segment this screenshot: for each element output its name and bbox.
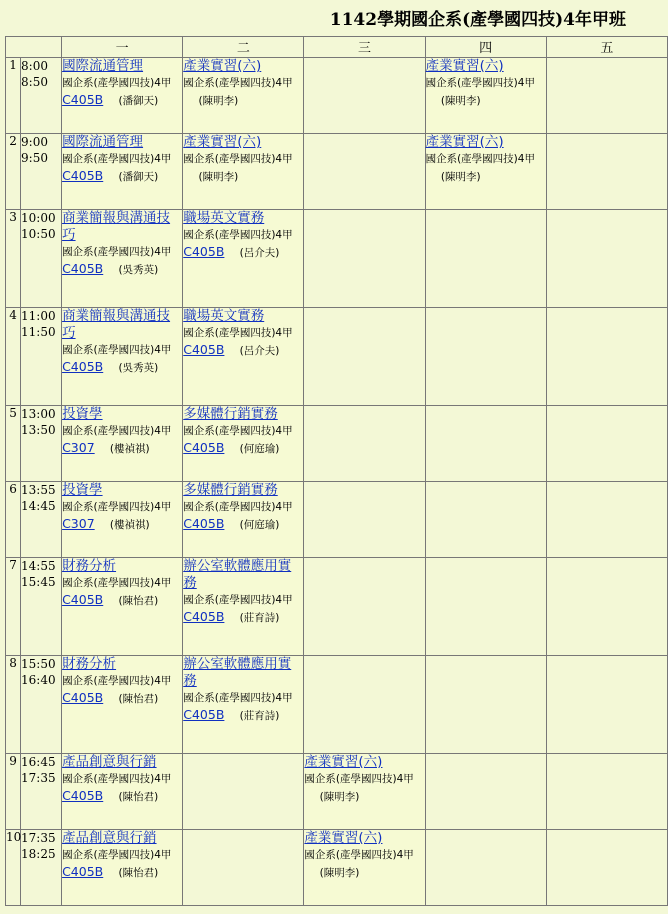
- empty-slot: [425, 830, 546, 906]
- end-time: 16:40: [21, 673, 56, 687]
- course-dept: 國企系(產學國四技)4甲: [62, 153, 172, 165]
- timetable: [5, 36, 668, 906]
- period-time: [21, 58, 62, 134]
- empty-slot: [546, 58, 667, 134]
- room-link[interactable]: C405B: [62, 92, 104, 107]
- teacher-name: (陳明李): [440, 171, 481, 183]
- course-link[interactable]: 辦公室軟體應用實務: [183, 558, 292, 591]
- course-dept: 國企系(產學國四技)4甲: [62, 246, 172, 258]
- course-slot: [183, 482, 304, 558]
- period-row: [6, 656, 668, 754]
- course-link[interactable]: 職場英文實務: [183, 210, 265, 226]
- course-dept: 國企系(產學國四技)4甲: [183, 153, 293, 165]
- teacher-name: (陳明李): [319, 791, 360, 803]
- teacher-name: (吳秀英): [118, 362, 159, 374]
- period-row: [6, 58, 668, 134]
- period-time: [21, 210, 62, 308]
- teacher-name: (何庭瑜): [239, 443, 280, 455]
- end-time: 15:45: [21, 575, 56, 589]
- course-link[interactable]: 辦公室軟體應用實務: [183, 656, 292, 689]
- teacher-name: (潘御天): [118, 95, 159, 107]
- course-slot: [62, 210, 183, 308]
- start-time: 15:50: [21, 657, 56, 671]
- period-time: [21, 308, 62, 406]
- course-dept: 國企系(產學國四技)4甲: [62, 773, 172, 785]
- empty-slot: [546, 308, 667, 406]
- room-link[interactable]: C405B: [183, 342, 225, 357]
- room-link[interactable]: C307: [62, 516, 95, 531]
- day-header: 四: [425, 37, 546, 58]
- course-link[interactable]: 產業實習(六): [183, 58, 262, 74]
- course-dept: 國企系(產學國四技)4甲: [62, 675, 172, 687]
- course-slot: [62, 656, 183, 754]
- teacher-name: (樓禎祺): [109, 443, 150, 455]
- teacher-name: (陳明李): [440, 95, 481, 107]
- period-number: 5: [6, 406, 21, 482]
- period-row: [6, 134, 668, 210]
- course-dept: 國企系(產學國四技)4甲: [425, 153, 535, 165]
- course-slot: [425, 58, 546, 134]
- period-number: 6: [6, 482, 21, 558]
- room-link[interactable]: C405B: [183, 244, 225, 259]
- teacher-name: (陳怡君): [118, 791, 159, 803]
- period-time: [21, 558, 62, 656]
- empty-slot: [546, 558, 667, 656]
- empty-slot: [425, 754, 546, 830]
- course-dept: 國企系(產學國四技)4甲: [304, 773, 414, 785]
- period-number: 9: [6, 754, 21, 830]
- course-dept: 國企系(產學國四技)4甲: [183, 594, 293, 606]
- teacher-name: (陳怡君): [118, 867, 159, 879]
- course-dept: 國企系(產學國四技)4甲: [183, 229, 293, 241]
- empty-slot: [304, 406, 425, 482]
- teacher-name: (莊育詩): [239, 710, 280, 722]
- empty-slot: [546, 656, 667, 754]
- empty-slot: [425, 656, 546, 754]
- teacher-name: (呂介夫): [239, 247, 280, 259]
- empty-slot: [546, 210, 667, 308]
- course-link[interactable]: 多媒體行銷實務: [183, 482, 278, 498]
- end-time: 14:45: [21, 499, 56, 513]
- empty-slot: [546, 482, 667, 558]
- start-time: 8:00: [21, 59, 48, 73]
- period-row: [6, 406, 668, 482]
- period-time: [21, 134, 62, 210]
- course-dept: 國企系(產學國四技)4甲: [62, 425, 172, 437]
- room-link[interactable]: C405B: [62, 788, 104, 803]
- period-row: [6, 558, 668, 656]
- start-time: 16:45: [21, 755, 56, 769]
- end-time: 10:50: [21, 227, 56, 241]
- teacher-name: (陳怡君): [118, 693, 159, 705]
- course-link[interactable]: 產業實習(六): [425, 134, 504, 150]
- course-link[interactable]: 多媒體行銷實務: [183, 406, 278, 422]
- teacher-name: (潘御天): [118, 171, 159, 183]
- course-link[interactable]: 產業實習(六): [425, 58, 504, 74]
- teacher-name: (陳明李): [319, 867, 360, 879]
- course-link[interactable]: 國際流通管理: [62, 58, 144, 74]
- start-time: 11:00: [21, 309, 56, 323]
- course-link[interactable]: 產品創意與行銷: [62, 830, 157, 846]
- course-link[interactable]: 產品創意與行銷: [62, 754, 157, 770]
- empty-slot: [425, 210, 546, 308]
- day-header: 二: [183, 37, 304, 58]
- period-row: [6, 210, 668, 308]
- course-link[interactable]: 財務分析: [62, 656, 117, 672]
- course-link[interactable]: 產業實習(六): [183, 134, 262, 150]
- empty-slot: [425, 482, 546, 558]
- end-time: 18:25: [21, 847, 56, 861]
- empty-slot: [304, 656, 425, 754]
- room-link[interactable]: C405B: [183, 440, 225, 455]
- day-header: 一: [62, 37, 183, 58]
- course-slot: [62, 58, 183, 134]
- empty-slot: [425, 406, 546, 482]
- period-number: 1: [6, 58, 21, 134]
- course-dept: 國企系(產學國四技)4甲: [62, 344, 172, 356]
- end-time: 17:35: [21, 771, 56, 785]
- course-link[interactable]: 國際流通管理: [62, 134, 144, 150]
- course-slot: [62, 754, 183, 830]
- course-slot: [62, 830, 183, 906]
- course-link[interactable]: 職場英文實務: [183, 308, 265, 324]
- start-time: 10:00: [21, 211, 56, 225]
- teacher-name: (陳明李): [198, 171, 239, 183]
- empty-slot: [546, 406, 667, 482]
- course-slot: [304, 754, 425, 830]
- end-time: 8:50: [21, 75, 48, 89]
- room-link[interactable]: C405B: [62, 168, 104, 183]
- room-link[interactable]: C405B: [62, 592, 104, 607]
- empty-slot: [304, 58, 425, 134]
- room-link[interactable]: C405B: [62, 261, 104, 276]
- course-dept: 國企系(產學國四技)4甲: [62, 501, 172, 513]
- course-link[interactable]: 投資學: [62, 406, 103, 422]
- room-link[interactable]: C405B: [183, 516, 225, 531]
- course-link[interactable]: 產業實習(六): [304, 830, 383, 846]
- teacher-name: (陳怡君): [118, 595, 159, 607]
- course-link[interactable]: 投資學: [62, 482, 103, 498]
- course-slot: [62, 558, 183, 656]
- course-slot: [62, 134, 183, 210]
- course-dept: 國企系(產學國四技)4甲: [62, 577, 172, 589]
- teacher-name: (樓禎祺): [109, 519, 150, 531]
- course-slot: [304, 830, 425, 906]
- end-time: 11:50: [21, 325, 56, 339]
- teacher-name: (陳明李): [198, 95, 239, 107]
- period-time: [21, 406, 62, 482]
- period-row: [6, 754, 668, 830]
- course-slot: [183, 558, 304, 656]
- course-slot: [62, 308, 183, 406]
- teacher-name: (呂介夫): [239, 345, 280, 357]
- period-number: 8: [6, 656, 21, 754]
- room-link[interactable]: C405B: [62, 690, 104, 705]
- period-time: [21, 754, 62, 830]
- period-time: [21, 830, 62, 906]
- period-row: [6, 482, 668, 558]
- empty-slot: [546, 830, 667, 906]
- teacher-name: (吳秀英): [118, 264, 159, 276]
- course-dept: 國企系(產學國四技)4甲: [183, 692, 293, 704]
- course-slot: [183, 406, 304, 482]
- room-link[interactable]: C307: [62, 440, 95, 455]
- course-slot: [183, 656, 304, 754]
- course-dept: 國企系(產學國四技)4甲: [183, 77, 293, 89]
- empty-slot: [304, 308, 425, 406]
- empty-slot: [546, 134, 667, 210]
- course-slot: [183, 58, 304, 134]
- empty-slot: [425, 308, 546, 406]
- page-title: 1142學期國企系(產學國四技)4年甲班: [329, 10, 626, 30]
- period-row: [6, 830, 668, 906]
- room-link[interactable]: C405B: [62, 864, 104, 879]
- empty-slot: [183, 754, 304, 830]
- course-link[interactable]: 商業簡報與溝通技巧: [62, 210, 171, 243]
- room-link[interactable]: C405B: [62, 359, 104, 374]
- empty-slot: [304, 482, 425, 558]
- course-link[interactable]: 商業簡報與溝通技巧: [62, 308, 171, 341]
- period-time: [21, 482, 62, 558]
- day-header: 三: [304, 37, 425, 58]
- course-dept: 國企系(產學國四技)4甲: [425, 77, 535, 89]
- course-slot: [425, 134, 546, 210]
- header-row: [6, 37, 668, 58]
- empty-slot: [304, 210, 425, 308]
- period-number: 2: [6, 134, 21, 210]
- course-dept: 國企系(產學國四技)4甲: [183, 425, 293, 437]
- period-number: 7: [6, 558, 21, 656]
- course-dept: 國企系(產學國四技)4甲: [183, 327, 293, 339]
- course-dept: 國企系(產學國四技)4甲: [304, 849, 414, 861]
- start-time: 9:00: [21, 135, 48, 149]
- corner-header: [6, 37, 62, 58]
- empty-slot: [304, 134, 425, 210]
- period-row: [6, 308, 668, 406]
- end-time: 9:50: [21, 151, 48, 165]
- day-header: 五: [546, 37, 667, 58]
- course-link[interactable]: 財務分析: [62, 558, 117, 574]
- teacher-name: (何庭瑜): [239, 519, 280, 531]
- course-slot: [183, 134, 304, 210]
- course-dept: 國企系(產學國四技)4甲: [62, 77, 172, 89]
- period-number: 10: [6, 830, 21, 906]
- period-number: 3: [6, 210, 21, 308]
- period-number: 4: [6, 308, 21, 406]
- room-link[interactable]: C405B: [183, 609, 225, 624]
- empty-slot: [304, 558, 425, 656]
- teacher-name: (莊育詩): [239, 612, 280, 624]
- course-slot: [183, 210, 304, 308]
- empty-slot: [546, 754, 667, 830]
- start-time: 13:00: [21, 407, 56, 421]
- end-time: 13:50: [21, 423, 56, 437]
- course-dept: 國企系(產學國四技)4甲: [183, 501, 293, 513]
- start-time: 13:55: [21, 483, 56, 497]
- course-slot: [183, 308, 304, 406]
- start-time: 14:55: [21, 559, 56, 573]
- course-slot: [62, 482, 183, 558]
- course-dept: 國企系(產學國四技)4甲: [62, 849, 172, 861]
- start-time: 17:35: [21, 831, 56, 845]
- course-link[interactable]: 產業實習(六): [304, 754, 383, 770]
- room-link[interactable]: C405B: [183, 707, 225, 722]
- empty-slot: [183, 830, 304, 906]
- empty-slot: [425, 558, 546, 656]
- period-time: [21, 656, 62, 754]
- course-slot: [62, 406, 183, 482]
